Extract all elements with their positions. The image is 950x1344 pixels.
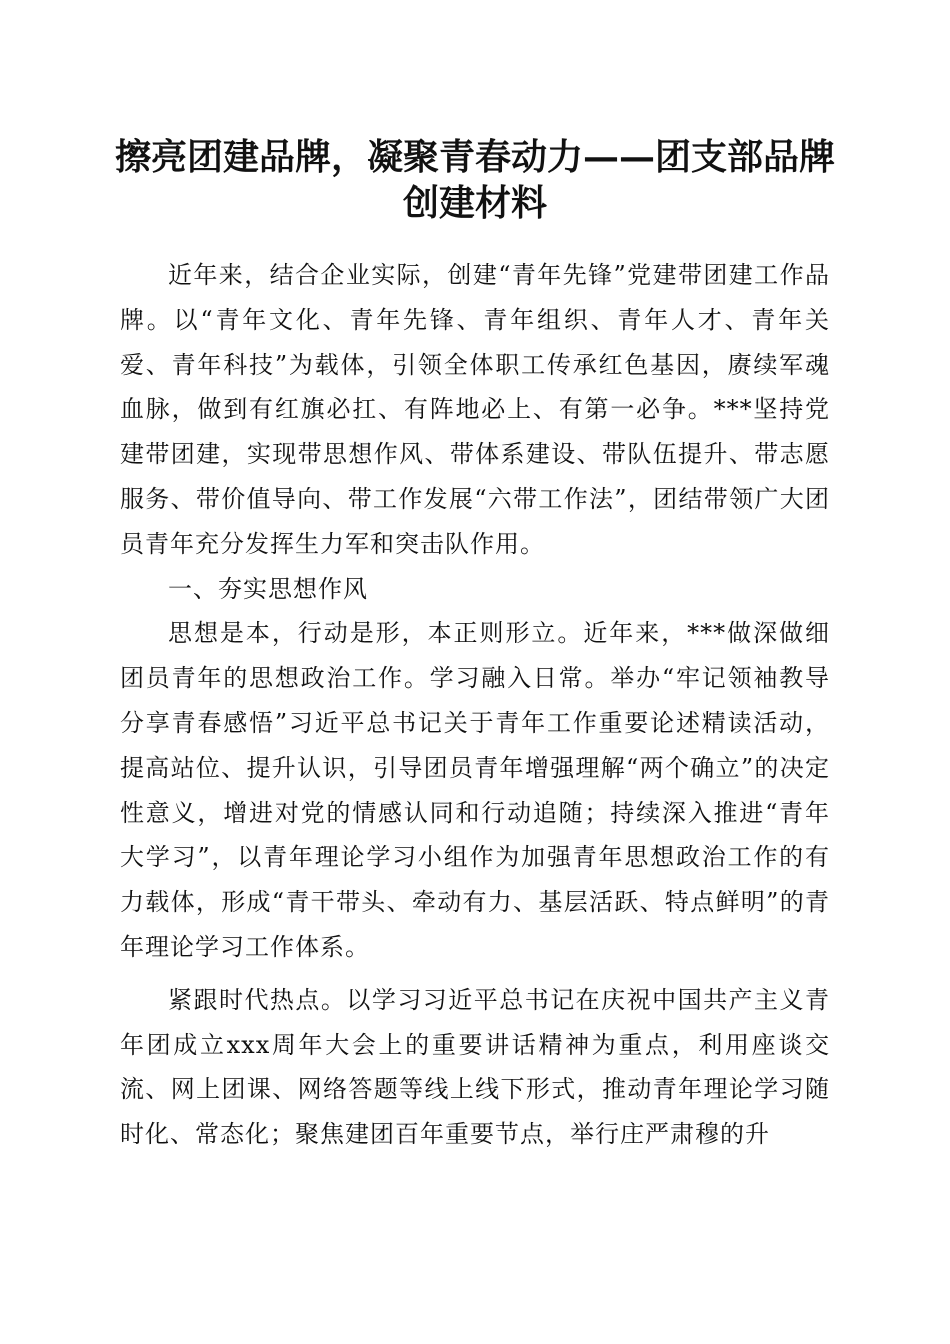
section-paragraph: 思想是本，行动是形，本正则形立。近年来，***做深做细团员青年的思想政治工作。学习融入日常。举办“牢记领袖教导分享青春感悟”习近平总书记关于青年工作重要论述精读活动，提高站位、提升认识，引导团员青年增强理解“两个确立”的决定性意义，增进对党的情感认同和行动追随；持续深入推进“青年大学习”，以青年理论学习小组作为加强青年思想政治工作的有力载体，形成“青干带头、牵动有力、基层活跃、特点鲜明”的青年理论学习工作体系。 xyxy=(120,619,830,961)
section-paragraph: 紧跟时代热点。以学习习近平总书记在庆祝中国共产主义青年团成立xxx周年大会上的重要讲话精神为重点，利用座谈交流、网上团课、网络答题等线上线下形式，推动青年理论学习随时化、常态化；聚焦建团百年重要节点，举行庄严肃穆的升 xyxy=(120,985,830,1149)
document-body xyxy=(120,253,830,1157)
intro-paragraph: 近年来，结合企业实际，创建“青年先锋”党建带团建工作品牌。以“青年文化、青年先锋、青年组织、青年人才、青年关爱、青年科技”为载体，引领全体职工传承红色基因，赓续军魂血脉，做到有红旗必扛、有阵地必上、有第一必争。***坚持党建带团建，实现带思想作风、带体系建设、带队伍提升、带志愿服务、带价值导向、带工作发展“六带工作法”，团结带领广大团员青年充分发挥生力军和突击队作用。 xyxy=(120,261,830,558)
document-title: 擦亮团建品牌，凝聚青春动力——团支部品牌创建材料 xyxy=(114,136,835,224)
section-heading: 一、夯实思想作风 xyxy=(168,574,368,603)
